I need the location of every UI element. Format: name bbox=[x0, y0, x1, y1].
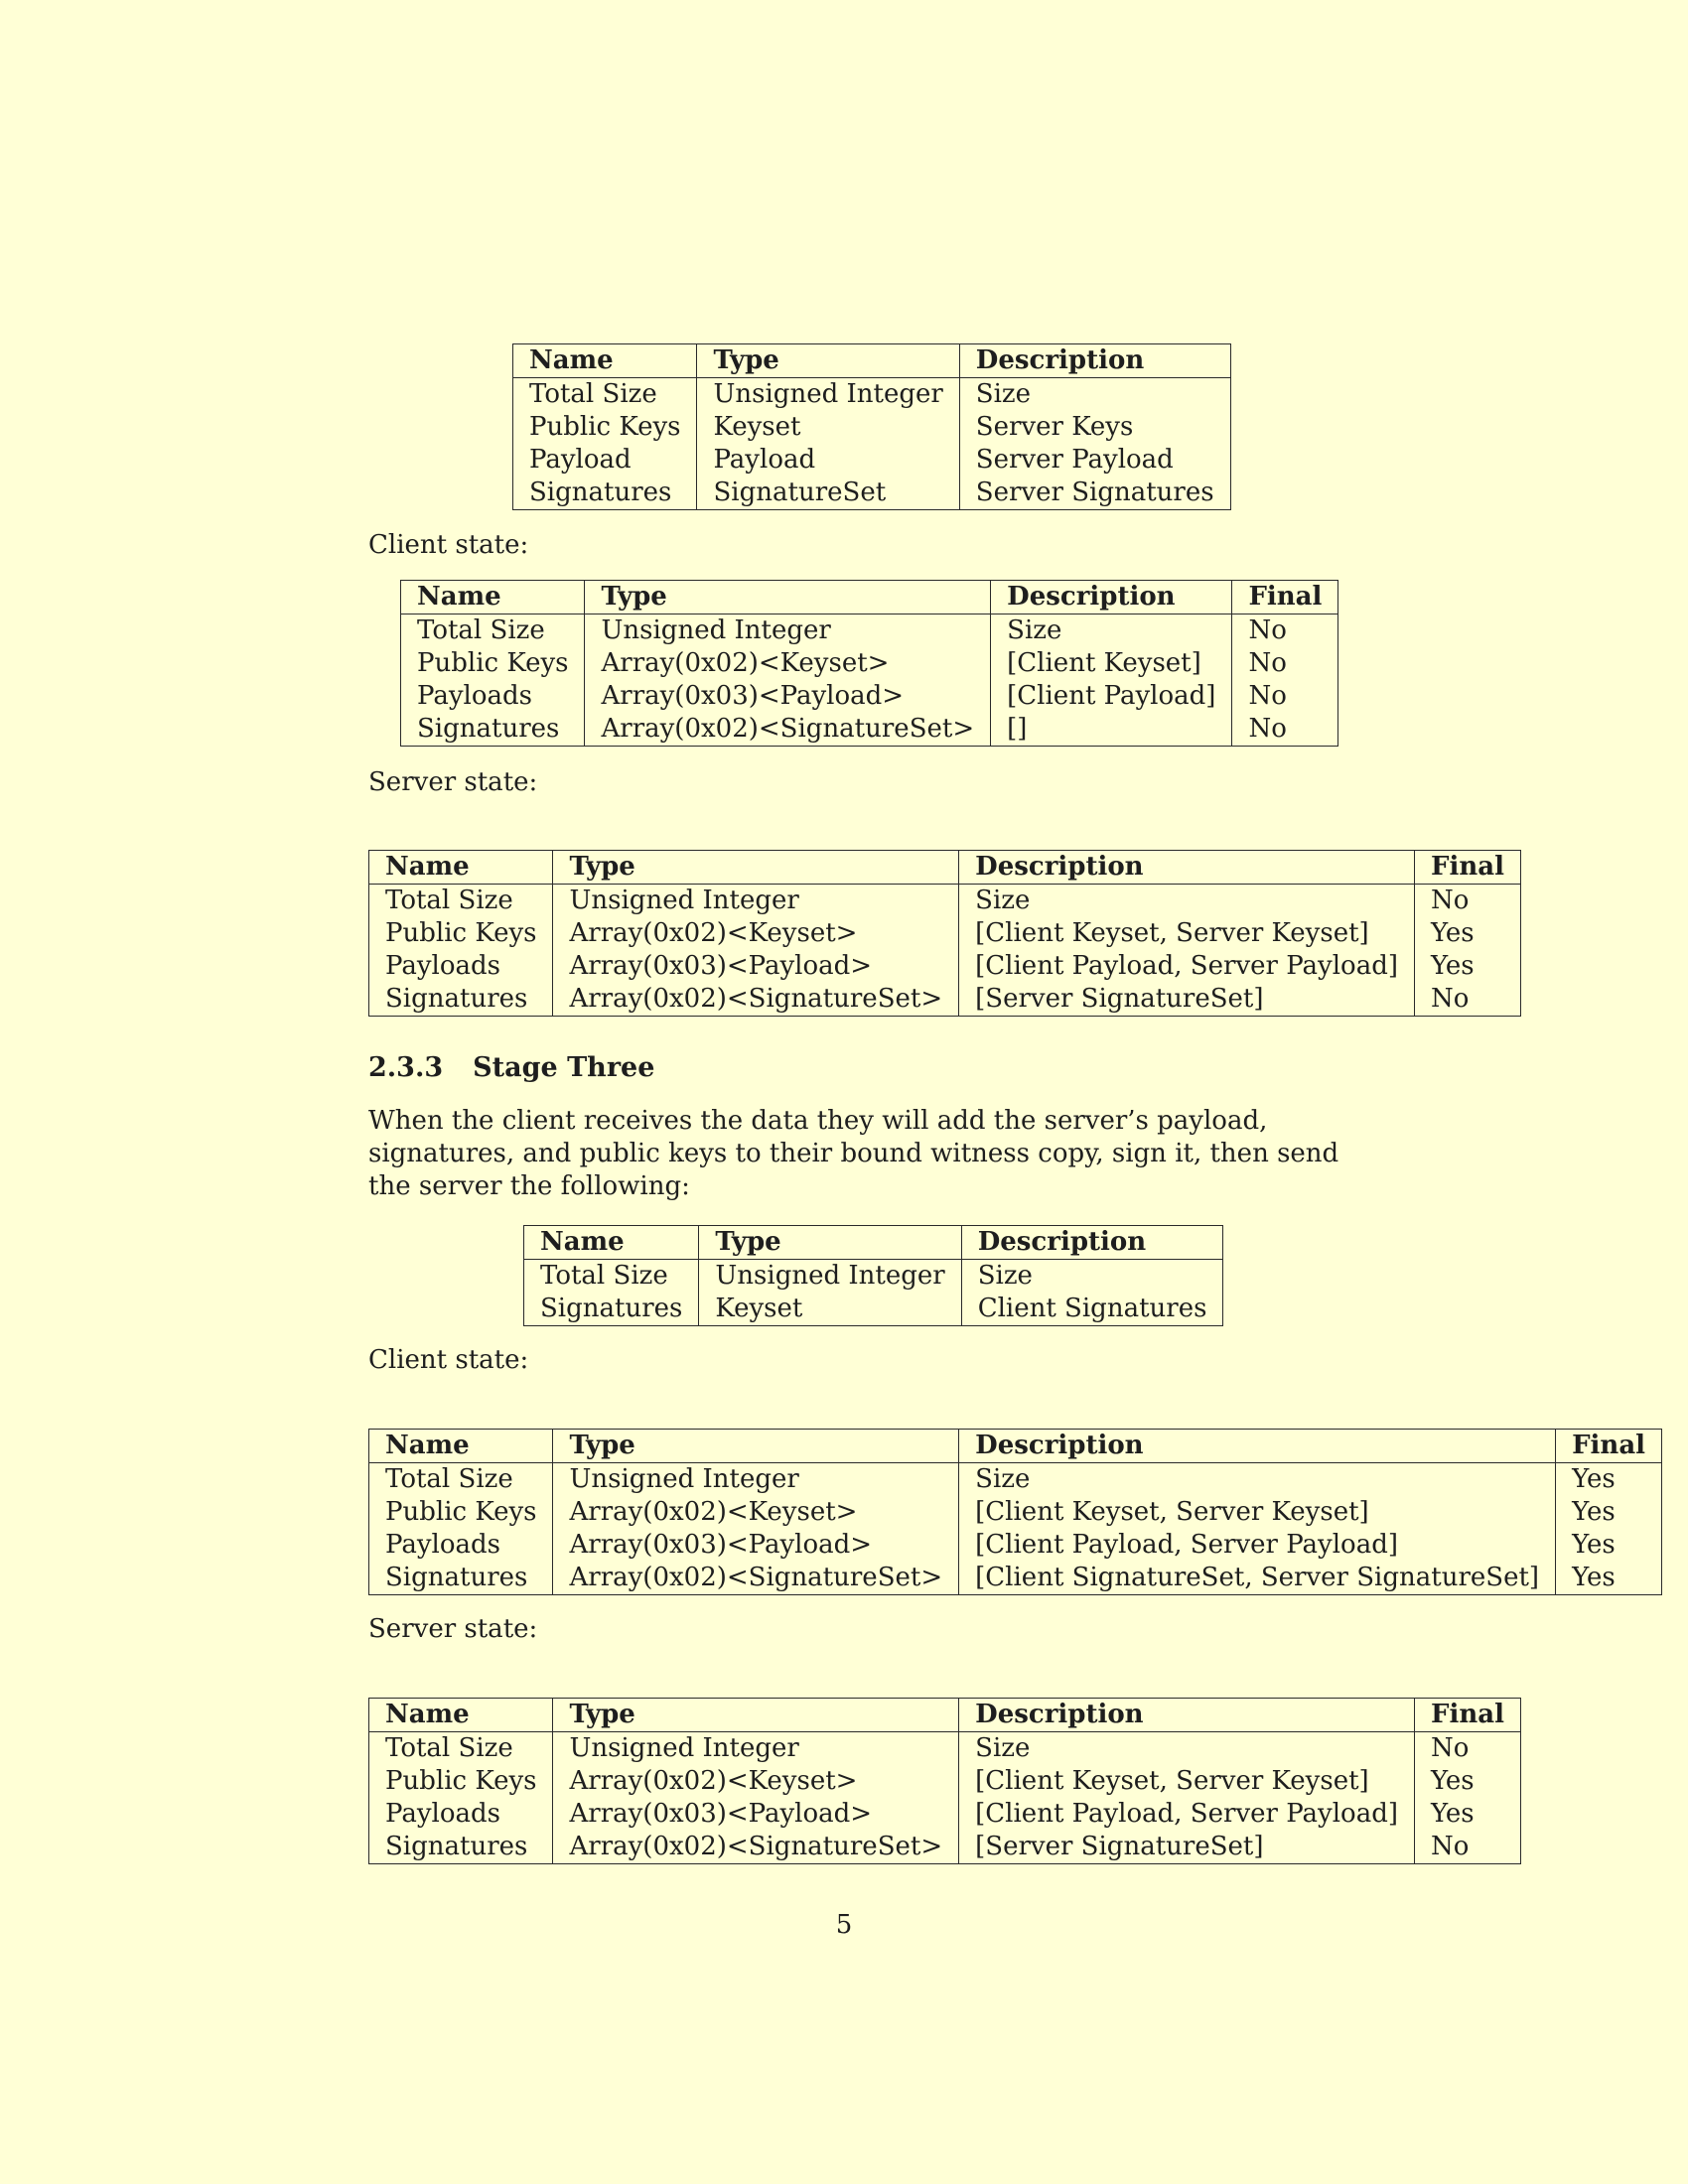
table-cell: Public Keys bbox=[417, 648, 569, 678]
table-cell: [Client Keyset, Server Keyset] bbox=[959, 1765, 1415, 1798]
table-cell: Total Size bbox=[385, 1733, 513, 1763]
column-header: Final bbox=[1232, 581, 1338, 614]
column-header: Description bbox=[959, 1699, 1415, 1732]
table-row bbox=[369, 1496, 1662, 1529]
table-cell: Size bbox=[959, 885, 1415, 918]
table-cell: Array(0x03)<Payload> bbox=[585, 680, 991, 713]
table-cell: Client Signatures bbox=[961, 1293, 1223, 1326]
table-cell: No bbox=[1232, 614, 1338, 648]
table-cell: Yes bbox=[1556, 1463, 1662, 1497]
table-cell: No bbox=[1414, 885, 1520, 918]
table-client-state-stage-two bbox=[400, 580, 1338, 747]
table-cell: Payloads bbox=[385, 951, 500, 981]
column-header: Description bbox=[959, 1430, 1556, 1463]
table-cell: Array(0x03)<Payload> bbox=[553, 1529, 959, 1562]
table-cell: Array(0x02)<SignatureSet> bbox=[553, 1831, 959, 1864]
table-cell: [Client Keyset] bbox=[991, 647, 1232, 680]
table-client-state-stage-three bbox=[368, 1429, 1662, 1595]
table-server-state-stage-two bbox=[368, 850, 1521, 1017]
table-row bbox=[524, 1293, 1223, 1326]
column-header: Name bbox=[513, 344, 697, 378]
column-header: Final bbox=[1414, 1699, 1520, 1732]
column-header: Description bbox=[959, 344, 1230, 378]
table-cell: Yes bbox=[1414, 950, 1520, 983]
table-row bbox=[513, 477, 1231, 510]
table-cell: [Client Payload, Server Payload] bbox=[959, 950, 1415, 983]
table-row bbox=[369, 950, 1521, 983]
table-cell: Size bbox=[959, 378, 1230, 412]
column-header: Name bbox=[369, 851, 553, 885]
table-cell: Yes bbox=[1556, 1562, 1662, 1595]
table-cell: No bbox=[1232, 647, 1338, 680]
table-cell: Size bbox=[959, 1463, 1556, 1497]
table-cell: Array(0x03)<Payload> bbox=[553, 1798, 959, 1831]
table-cell: Server Keys bbox=[959, 411, 1230, 444]
column-header: Name bbox=[524, 1226, 699, 1260]
column-header: Name bbox=[369, 1430, 553, 1463]
table-cell: Yes bbox=[1414, 1798, 1520, 1831]
table-cell: [Server SignatureSet] bbox=[959, 983, 1415, 1017]
table-cell: [Client Keyset, Server Keyset] bbox=[959, 917, 1415, 950]
table-row bbox=[369, 885, 1521, 918]
table-cell: No bbox=[1414, 983, 1520, 1017]
client-state-label: Client state: bbox=[368, 530, 529, 560]
client-state-label: Client state: bbox=[368, 1345, 529, 1375]
column-header: Type bbox=[585, 581, 991, 614]
table-row bbox=[513, 411, 1231, 444]
table-cell: No bbox=[1232, 713, 1338, 747]
column-header: Final bbox=[1414, 851, 1520, 885]
table-cell: [Client Payload, Server Payload] bbox=[959, 1529, 1556, 1562]
table-cell: Array(0x02)<Keyset> bbox=[553, 1765, 959, 1798]
column-header: Type bbox=[699, 1226, 961, 1260]
table-row bbox=[369, 1463, 1662, 1497]
table-cell: Total Size bbox=[417, 615, 545, 645]
table-cell: Size bbox=[991, 614, 1232, 648]
table-row bbox=[401, 614, 1338, 648]
table-cell: Array(0x03)<Payload> bbox=[553, 950, 959, 983]
table-cell: Size bbox=[961, 1260, 1223, 1294]
table-cell: [] bbox=[991, 713, 1232, 747]
column-header: Type bbox=[553, 1430, 959, 1463]
table-cell: Payload bbox=[529, 445, 632, 475]
table-cell: Keyset bbox=[699, 1293, 961, 1326]
table-cell: [Client Payload, Server Payload] bbox=[959, 1798, 1415, 1831]
table-cell: [Server SignatureSet] bbox=[959, 1831, 1415, 1864]
table-cell: Server Payload bbox=[959, 444, 1230, 477]
table-cell: [Client Keyset, Server Keyset] bbox=[959, 1496, 1556, 1529]
table-cell: Yes bbox=[1414, 1765, 1520, 1798]
table-cell: Signatures bbox=[529, 478, 672, 507]
table-cell: Unsigned Integer bbox=[553, 885, 959, 918]
column-header: Type bbox=[553, 1699, 959, 1732]
table-cell: Signatures bbox=[385, 984, 528, 1014]
table-cell: Signatures bbox=[417, 714, 560, 744]
table-cell: Yes bbox=[1414, 917, 1520, 950]
table-cell: No bbox=[1414, 1732, 1520, 1766]
table-cell: Payloads bbox=[385, 1799, 500, 1829]
table-cell: Public Keys bbox=[385, 918, 537, 948]
table-cell: No bbox=[1414, 1831, 1520, 1864]
column-header: Final bbox=[1556, 1430, 1662, 1463]
table-cell: Total Size bbox=[540, 1261, 668, 1291]
table-cell: Keyset bbox=[697, 411, 959, 444]
table-cell: [Client SignatureSet, Server SignatureSet] bbox=[959, 1562, 1556, 1595]
table-row bbox=[369, 1529, 1662, 1562]
column-header: Description bbox=[991, 581, 1232, 614]
table-cell: Array(0x02)<SignatureSet> bbox=[553, 983, 959, 1017]
table-cell: Yes bbox=[1556, 1529, 1662, 1562]
column-header: Name bbox=[401, 581, 585, 614]
table-cell: Server Signatures bbox=[959, 477, 1230, 510]
table-cell: Public Keys bbox=[529, 412, 681, 442]
table-cell: Total Size bbox=[385, 1464, 513, 1494]
table-cell: Array(0x02)<SignatureSet> bbox=[585, 713, 991, 747]
table-cell: Unsigned Integer bbox=[699, 1260, 961, 1294]
table-cell: No bbox=[1232, 680, 1338, 713]
table-cell: Signatures bbox=[540, 1294, 683, 1323]
table-cell: Public Keys bbox=[385, 1766, 537, 1796]
server-state-label: Server state: bbox=[368, 1614, 538, 1644]
table-cell: SignatureSet bbox=[697, 477, 959, 510]
section-paragraph: When the client receives the data they will add the server’s payload, signatures, and public keys to their bound witness copy, sign it, then send the server the following: bbox=[368, 1106, 1339, 1201]
table-row bbox=[401, 713, 1338, 747]
section-heading bbox=[368, 1052, 654, 1083]
server-state-label: Server state: bbox=[368, 767, 538, 797]
table-row bbox=[369, 1765, 1521, 1798]
table-row bbox=[369, 917, 1521, 950]
table-row bbox=[369, 1562, 1662, 1595]
section-number: 2.3.3 bbox=[368, 1052, 444, 1083]
table-server-message bbox=[512, 343, 1231, 510]
table-cell: Array(0x02)<Keyset> bbox=[585, 647, 991, 680]
table-cell: Unsigned Integer bbox=[585, 614, 991, 648]
table-row bbox=[401, 680, 1338, 713]
table-cell: Total Size bbox=[385, 886, 513, 915]
table-cell: Payloads bbox=[417, 681, 532, 711]
table-row bbox=[369, 1732, 1521, 1766]
column-header: Description bbox=[961, 1226, 1223, 1260]
table-cell: Unsigned Integer bbox=[697, 378, 959, 412]
column-header: Type bbox=[697, 344, 959, 378]
table-cell: Payload bbox=[697, 444, 959, 477]
table-row bbox=[369, 1831, 1521, 1864]
table-cell: Payloads bbox=[385, 1530, 500, 1560]
table-row bbox=[513, 444, 1231, 477]
section-title: Stage Three bbox=[473, 1052, 655, 1083]
table-cell: Total Size bbox=[529, 379, 657, 409]
table-cell: Signatures bbox=[385, 1563, 528, 1592]
table-cell: Array(0x02)<SignatureSet> bbox=[553, 1562, 959, 1595]
table-cell: Public Keys bbox=[385, 1497, 537, 1527]
table-cell: Signatures bbox=[385, 1832, 528, 1861]
page-number: 5 bbox=[835, 1910, 853, 1940]
table-row bbox=[513, 378, 1231, 412]
table-cell: Array(0x02)<Keyset> bbox=[553, 1496, 959, 1529]
table-cell: Unsigned Integer bbox=[553, 1732, 959, 1766]
column-header: Type bbox=[553, 851, 959, 885]
table-cell: [Client Payload] bbox=[991, 680, 1232, 713]
table-cell: Array(0x02)<Keyset> bbox=[553, 917, 959, 950]
table-client-message bbox=[523, 1225, 1223, 1326]
table-row bbox=[369, 1798, 1521, 1831]
table-cell: Yes bbox=[1556, 1496, 1662, 1529]
table-row bbox=[524, 1260, 1223, 1294]
table-cell: Size bbox=[959, 1732, 1415, 1766]
table-row bbox=[401, 647, 1338, 680]
table-cell: Unsigned Integer bbox=[553, 1463, 959, 1497]
table-server-state-stage-three bbox=[368, 1698, 1521, 1864]
column-header: Name bbox=[369, 1699, 553, 1732]
column-header: Description bbox=[959, 851, 1415, 885]
table-row bbox=[369, 983, 1521, 1017]
